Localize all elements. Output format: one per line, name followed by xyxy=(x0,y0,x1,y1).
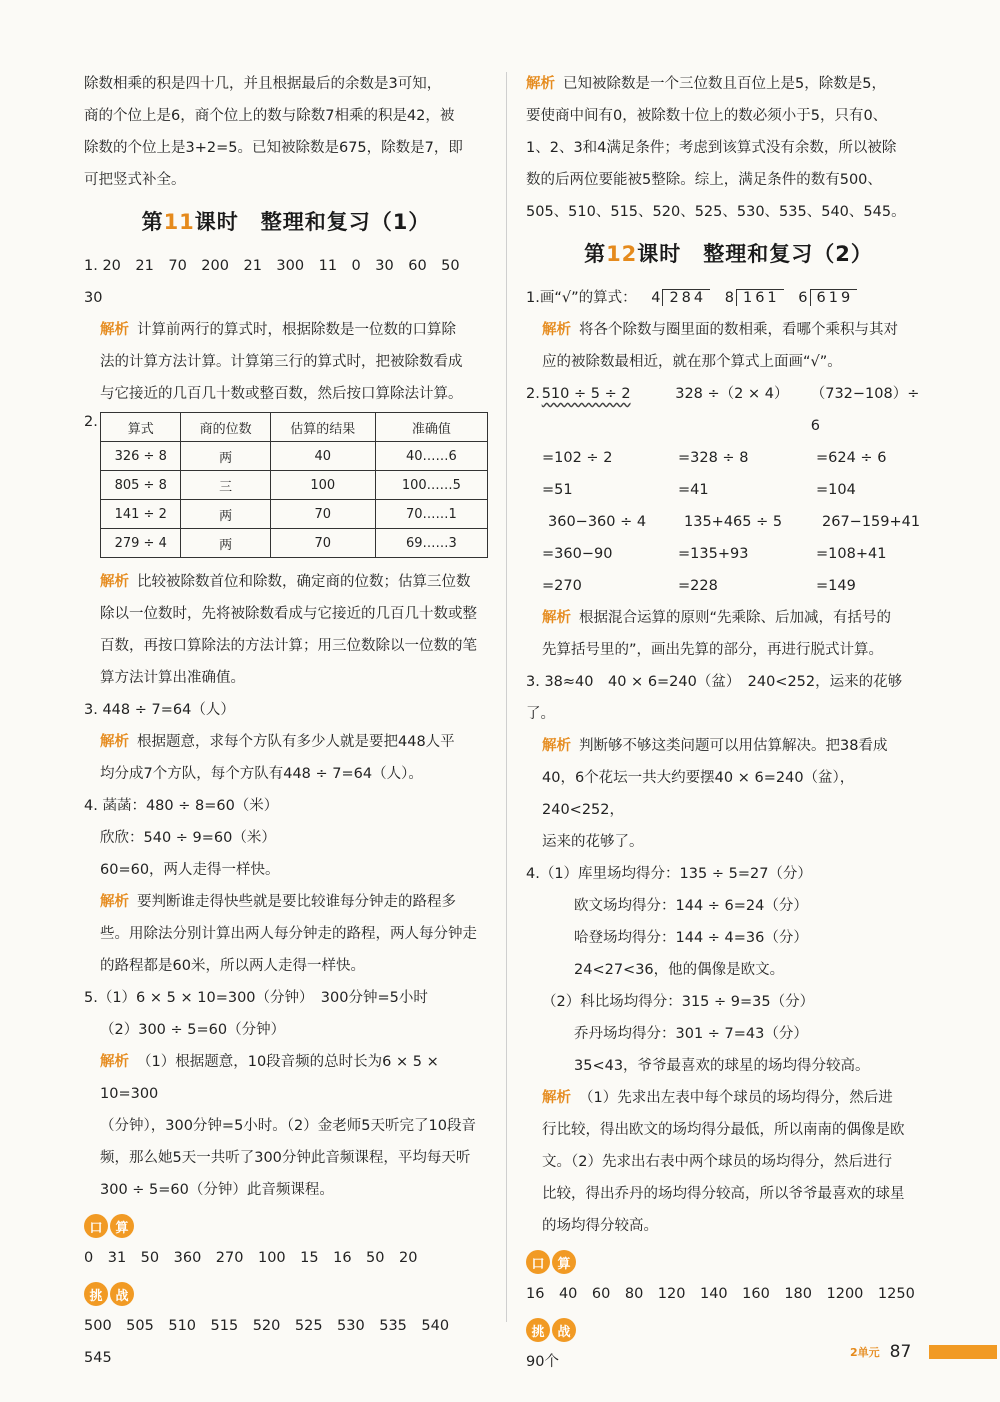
q4-analysis: 解析 要判断谁走得快些就是要比较谁每分钟走的路程多 xyxy=(100,894,456,910)
analysis-label: 解析 xyxy=(542,322,571,338)
analysis-label: 解析 xyxy=(100,894,129,910)
q4-answer: 4.（1）库里场均得分：135 ÷ 5=27（分） xyxy=(526,866,812,882)
left-column xyxy=(84,68,488,1374)
q4-analysis-line: 的路程都是60米，所以两人走得一样快。 xyxy=(100,958,365,974)
carry-line: 数的后两位要能被5整除。综上，满足条件的数有500、 xyxy=(526,172,882,188)
kousuan-answers: 16 40 60 80 120 140 160 180 1200 1250 xyxy=(526,1286,915,1302)
lesson-number: 11 xyxy=(163,210,195,234)
table-row xyxy=(101,500,488,529)
calc-cell: 135+465 ÷ 5 xyxy=(684,514,783,530)
q2-number: 2. xyxy=(84,414,98,430)
page-footer xyxy=(850,1342,997,1362)
calc-cell: =328 ÷ 8 xyxy=(678,450,749,466)
table-cell: 100 xyxy=(270,471,375,500)
q4-analysis-line: 文。（2）先求出右表中两个球员的场均得分，然后进行 xyxy=(542,1154,892,1170)
calc-cell: =149 xyxy=(816,578,856,594)
q3-analysis-line: 40，6个花坛一共大约要摆40 × 6=240（盆），240<252， xyxy=(542,770,855,818)
table-cell: 40 xyxy=(270,442,375,471)
calc-row xyxy=(526,442,931,474)
table-cell: 两 xyxy=(181,442,270,471)
analysis-label: 解析 xyxy=(100,322,129,338)
analysis-label: 解析 xyxy=(526,76,555,92)
q1-answer: 1. 20 21 70 200 21 300 11 0 30 60 50 30 xyxy=(84,258,475,306)
q4-analysis-line: 些。用除法分别计算出两人每分钟走的路程，两人每分钟走 xyxy=(100,926,477,942)
calc-row xyxy=(526,538,931,570)
q2-analysis: 解析 比较被除数首位和除数，确定商的位数；估算三位数 xyxy=(100,574,471,590)
table-header-row xyxy=(101,413,488,442)
q3-analysis: 解析 根据题意，求每个方队有多少人就是要把448人平 xyxy=(100,734,455,750)
q4-analysis-line: 比较，得出乔丹的场均得分较高，所以爷爷最喜欢的球星 xyxy=(542,1186,905,1202)
kousuan-badge: 口 算 xyxy=(526,1250,931,1274)
q2-analysis: 解析 根据混合运算的原则“先乘除、后加减，有括号的 xyxy=(542,610,892,626)
table-row xyxy=(101,529,488,558)
q5-analysis-line: 频，那么她5天一共听了300分钟此音频课程，平均每天听 xyxy=(100,1150,471,1166)
lesson-number: 12 xyxy=(606,242,638,266)
calc-cell: =624 ÷ 6 xyxy=(816,450,887,466)
q2-analysis-line: 先算括号里的”，画出先算的部分，再进行脱式计算。 xyxy=(542,642,884,658)
table-cell: 326 ÷ 8 xyxy=(101,442,181,471)
long-division: 4 284 xyxy=(651,282,710,314)
q4-answer: 4. 菡菡：480 ÷ 8=60（米） xyxy=(84,798,279,814)
q4-analysis: 解析 （1）先求出左表中每个球员的场均得分，然后进 xyxy=(542,1090,893,1106)
analysis-label: 解析 xyxy=(542,610,571,626)
q4-answer-line: 欣欣：540 ÷ 9=60（米） xyxy=(100,830,276,846)
table-cell: 805 ÷ 8 xyxy=(101,471,181,500)
analysis-label: 解析 xyxy=(542,1090,571,1106)
carry-line: 除数的个位上是3+2=5。已知被除数是675，除数是7，即 xyxy=(84,140,463,156)
kousuan-answers: 0 31 50 360 270 100 15 16 50 20 xyxy=(84,1250,418,1266)
calc-cell: 267−159+41 xyxy=(822,514,921,530)
q4-answer-line: 欧文场均得分：144 ÷ 6=24（分） xyxy=(574,898,808,914)
tiaozhan-answers: 90个 xyxy=(526,1354,559,1370)
calc-row xyxy=(526,506,931,538)
carry-line: 要使商中间有0，被除数十位上的数必须小于5，只有0、 xyxy=(526,108,888,124)
q2-block xyxy=(84,412,488,558)
q2-analysis-line: 算方法计算出准确值。 xyxy=(100,670,245,686)
q4-analysis-line: 行比较，得出欧文的场均得分最低，所以南南的偶像是欧 xyxy=(542,1122,905,1138)
q2-analysis-line: 除以一位数时，先将被除数看成与它接近的几百几十数或整 xyxy=(100,606,477,622)
calc-cell: 510 ÷ 5 ÷ 2 xyxy=(541,386,631,402)
unit-label: 2单元 xyxy=(850,1346,880,1359)
q1-analysis-line: 与它接近的几百几十数或整百数，然后按口算除法计算。 xyxy=(100,386,463,402)
long-division: 8 161 xyxy=(725,282,784,314)
carry-line: 商的个位上是6，商个位上的数与除数7相乘的积是42，被 xyxy=(84,108,455,124)
q4-answer-line: 35<43，爷爷最喜欢的球星的场均得分较高。 xyxy=(574,1058,870,1074)
calc-cell: =270 xyxy=(542,578,582,594)
q1-analysis-line: 应的被除数最相近，就在那个算式上面画“√”。 xyxy=(542,354,842,370)
lesson-title-12: 第12课时 整理和复习（2） xyxy=(584,242,873,266)
table-row xyxy=(101,471,488,500)
table-cell: 141 ÷ 2 xyxy=(101,500,181,529)
carry-line: 505、510、515、520、525、530、535、540、545。 xyxy=(526,204,906,220)
q3-answer: 3. 448 ÷ 7=64（人） xyxy=(84,702,235,718)
q4-answer-line: 24<27<36，他的偶像是欧文。 xyxy=(574,962,785,978)
calc-cell: =135+93 xyxy=(678,546,749,562)
table-cell: 70 xyxy=(270,500,375,529)
tiaozhan-answers: 500 505 510 515 520 525 530 535 540 545 xyxy=(84,1318,464,1366)
carry-line: 可把竖式补全。 xyxy=(84,172,186,188)
q4-analysis-line: 的场均得分较高。 xyxy=(542,1218,658,1234)
calc-cell: =360−90 xyxy=(542,546,613,562)
q5-answer: 5.（1）6 × 5 × 10=300（分钟） 300分钟=5小时 xyxy=(84,990,428,1006)
table-header: 算式 xyxy=(101,413,181,442)
table-row xyxy=(101,442,488,471)
analysis-label: 解析 xyxy=(100,734,129,750)
table-cell: 两 xyxy=(181,529,270,558)
q5-analysis: 解析 （1）根据题意，10段音频的总时长为6 × 5 × 10=300 xyxy=(100,1054,439,1102)
q4-answer-line: 乔丹场均得分：301 ÷ 7=43（分） xyxy=(574,1026,808,1042)
kousuan-badge: 口 算 xyxy=(84,1214,488,1238)
table-header: 估算的结果 xyxy=(270,413,375,442)
calc-cell: （732−108）÷ 6 xyxy=(810,386,920,434)
calc-cell: 360−360 ÷ 4 xyxy=(548,514,647,530)
q4-answer-line: （2）科比场均得分：315 ÷ 9=35（分） xyxy=(542,994,815,1010)
q4-answer-line: 60=60，两人走得一样快。 xyxy=(100,862,280,878)
table-cell: 69……3 xyxy=(375,529,487,558)
column-divider xyxy=(506,72,507,1322)
table-header: 准确值 xyxy=(375,413,487,442)
analysis-label: 解析 xyxy=(542,738,571,754)
calc-cell: =51 xyxy=(542,482,573,498)
tiaozhan-badge: 挑 战 xyxy=(84,1282,488,1306)
calc-cell: =102 ÷ 2 xyxy=(542,450,613,466)
tiaozhan-badge: 挑 战 xyxy=(526,1318,931,1342)
q3-analysis-line: 均分成7个方队，每个方队有448 ÷ 7=64（人）。 xyxy=(100,766,423,782)
analysis-label: 解析 xyxy=(100,1054,129,1070)
q5-answer-line: （2）300 ÷ 5=60（分钟） xyxy=(100,1022,286,1038)
q4-answer-line: 哈登场均得分：144 ÷ 4=36（分） xyxy=(574,930,808,946)
analysis-label: 解析 xyxy=(100,574,129,590)
table-header: 商的位数 xyxy=(181,413,270,442)
calc-cell: =228 xyxy=(678,578,718,594)
table-cell: 100……5 xyxy=(375,471,487,500)
carry-line: 1、2、3和4满足条件；考虑到该算式没有余数，所以被除 xyxy=(526,140,897,156)
calc-cell: =41 xyxy=(678,482,709,498)
calc-row xyxy=(526,474,931,506)
lesson-title-11: 第11课时 整理和复习（1） xyxy=(141,210,431,234)
carry-analysis: 解析 已知被除数是一个三位数且百位上是5，除数是5， xyxy=(526,76,886,92)
q3-answer: 3. 38≈40 40 × 6=240（盆） 240<252，运来的花够了。 xyxy=(526,674,903,722)
table-cell: 三 xyxy=(181,471,270,500)
q2-analysis-line: 百数，再按口算除法的方法计算；用三位数除以一位数的笔 xyxy=(100,638,477,654)
table-cell: 70……1 xyxy=(375,500,487,529)
table-cell: 40……6 xyxy=(375,442,487,471)
calc-row xyxy=(526,378,931,442)
q1-analysis: 解析 计算前两行的算式时，根据除数是一位数的口算除 xyxy=(100,322,456,338)
q2-calculations xyxy=(526,378,931,602)
calc-cell: 328 ÷（2 × 4） xyxy=(675,386,789,402)
q1-analysis: 解析 将各个除数与圈里面的数相乘，看哪个乘积与其对 xyxy=(542,322,898,338)
q2-table xyxy=(100,412,488,558)
carry-line: 除数相乘的积是四十几，并且根据最后的余数是3可知， xyxy=(84,76,442,92)
right-column xyxy=(526,68,931,1378)
q5-analysis-line: （分钟），300分钟=5小时。（2）金老师5天听完了10段音 xyxy=(100,1118,476,1134)
long-division: 6 619 xyxy=(798,282,857,314)
footer-accent-bar xyxy=(929,1345,997,1359)
q1-analysis-line: 法的计算方法计算。计算第三行的算式时，把被除数看成 xyxy=(100,354,463,370)
q3-analysis-line: 运来的花够了。 xyxy=(542,834,644,850)
calc-cell: =108+41 xyxy=(816,546,887,562)
q3-analysis: 解析 判断够不够这类问题可以用估算解决。把38看成 xyxy=(542,738,888,754)
calc-row xyxy=(526,570,931,602)
table-cell: 279 ÷ 4 xyxy=(101,529,181,558)
q2-number: 2. xyxy=(526,386,540,402)
q5-analysis-line: 300 ÷ 5=60（分钟）此音频课程。 xyxy=(100,1182,334,1198)
calc-cell: =104 xyxy=(816,482,856,498)
table-cell: 70 xyxy=(270,529,375,558)
q1-answer: 1.画“√”的算式： 4 284 8 161 6 619 xyxy=(526,282,931,314)
table-cell: 两 xyxy=(181,500,270,529)
page-number: 87 xyxy=(889,1342,912,1362)
